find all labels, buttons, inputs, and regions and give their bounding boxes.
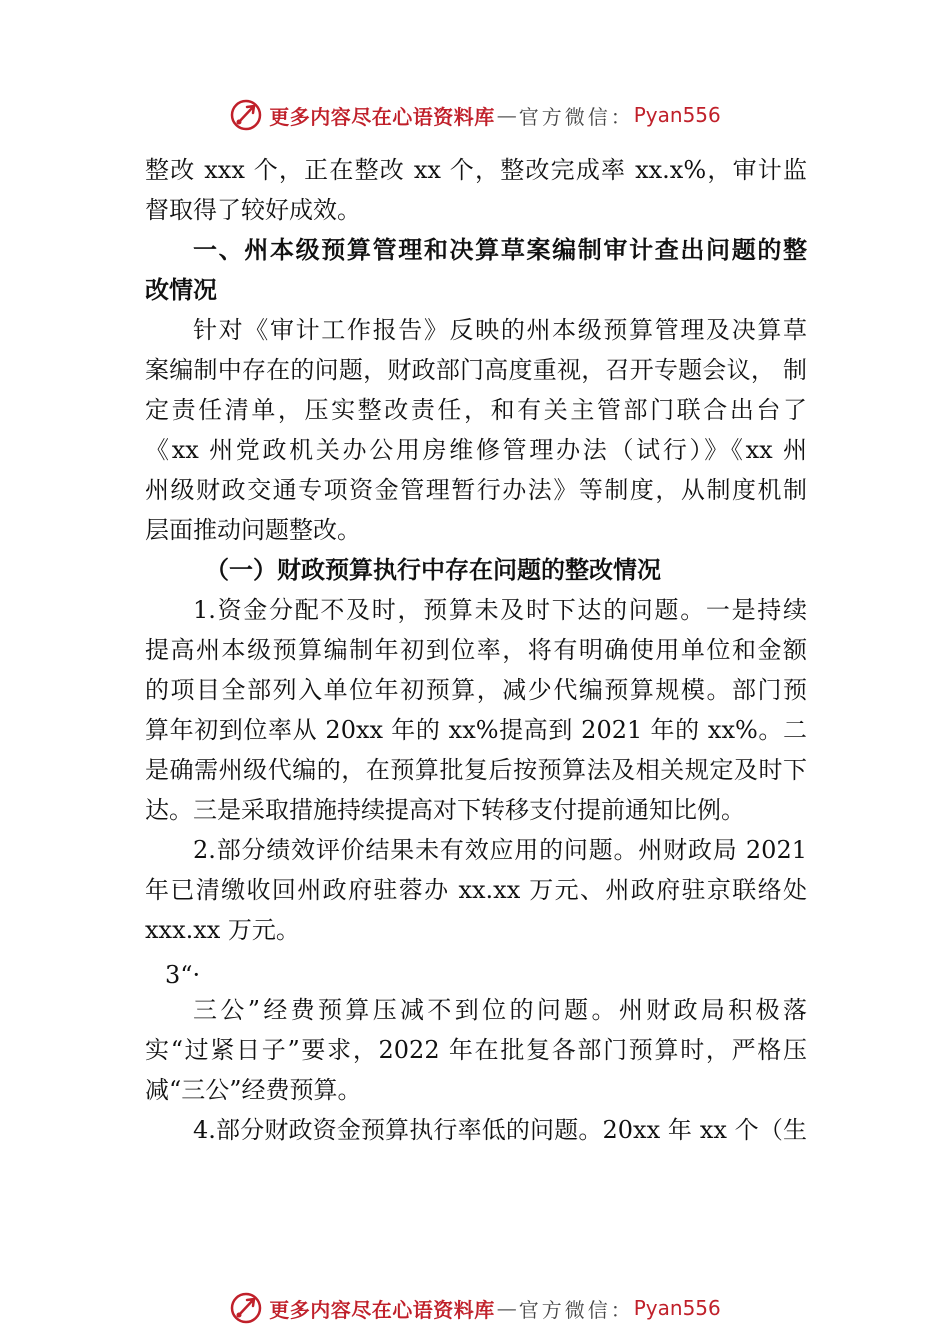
text-line: 三公”经费预算压减不到位的问题。州财政局积极落 [193, 996, 807, 1024]
banner-title: 更多内容尽在心语资料库 [269, 1297, 495, 1322]
text-line: 减“三公”经费预算。 [145, 1076, 362, 1104]
brush-logo-icon [229, 98, 263, 132]
text-line: 州级财政交通专项资金管理暂行办法》等制度，从制度机制 [145, 476, 807, 504]
banner-dash: — [496, 103, 517, 127]
text-line: 算年初到位率从 20xx 年的 xx%提高到 2021 年的 xx%。二 [145, 716, 807, 744]
text-line: 4.部分财政资金预算执行率低的问题。20xx 年 xx 个（生 [193, 1116, 807, 1144]
text-line: 督取得了较好成效。 [145, 196, 361, 224]
banner-wechat-handle: Pyan556 [633, 1296, 721, 1320]
text-line: 3“· [165, 961, 201, 989]
subsection-heading: （一）财政预算执行中存在问题的整改情况 [205, 555, 661, 584]
text-line: 是确需州级代编的，在预算批复后按预算法及相关规定及时下 [145, 756, 807, 784]
text-line: 《xx 州党政机关办公用房维修管理办法（试行）》《xx 州 [145, 436, 807, 464]
document-body [145, 150, 807, 1150]
header-banner [0, 95, 950, 135]
text-line: 年已清缴收回州政府驻蓉办 xx.xx 万元、州政府驻京联络处 [145, 876, 807, 904]
section-heading: 一、州本级预算管理和决算草案编制审计查出问题的整 [193, 236, 807, 264]
text-line: 实“过紧日子”要求，2022 年在批复各部门预算时，严格压 [145, 1036, 807, 1064]
banner-dash: — [496, 1296, 517, 1320]
text-line: 层面推动问题整改。 [145, 516, 361, 544]
text-line: 案编制中存在的问题，财政部门高度重视，召开专题会议， 制 [145, 356, 807, 384]
text-line: 定责任清单，压实整改责任，和有关主管部门联合出台了 [145, 396, 807, 424]
text-line: 1.资金分配不及时，预算未及时下达的问题。一是持续 [193, 596, 807, 624]
text-line: 针对《审计工作报告》反映的州本级预算管理及决算草 [193, 316, 807, 344]
text-line: 达。三是采取措施持续提高对下转移支付提前通知比例。 [145, 796, 745, 824]
banner-title: 更多内容尽在心语资料库 [269, 104, 495, 129]
banner-wechat-label: 官方微信： [518, 1297, 634, 1322]
text-line: 提高州本级预算编制年初到位率，将有明确使用单位和金额 [145, 636, 807, 664]
section-heading: 改情况 [145, 276, 217, 304]
text-line: 2.部分绩效评价结果未有效应用的问题。州财政局 2021 [193, 836, 807, 864]
text-line: xxx.xx 万元。 [145, 916, 300, 944]
text-line: 整改 xxx 个，正在整改 xx 个，整改完成率 xx.x%，审计监 [145, 156, 807, 184]
footer-banner [0, 1288, 950, 1328]
brush-logo-icon [229, 1291, 263, 1325]
text-line: 的项目全部列入单位年初预算，减少代编预算规模。部门预 [145, 676, 807, 704]
banner-wechat-label: 官方微信： [518, 104, 634, 129]
banner-wechat-handle: Pyan556 [633, 103, 721, 127]
